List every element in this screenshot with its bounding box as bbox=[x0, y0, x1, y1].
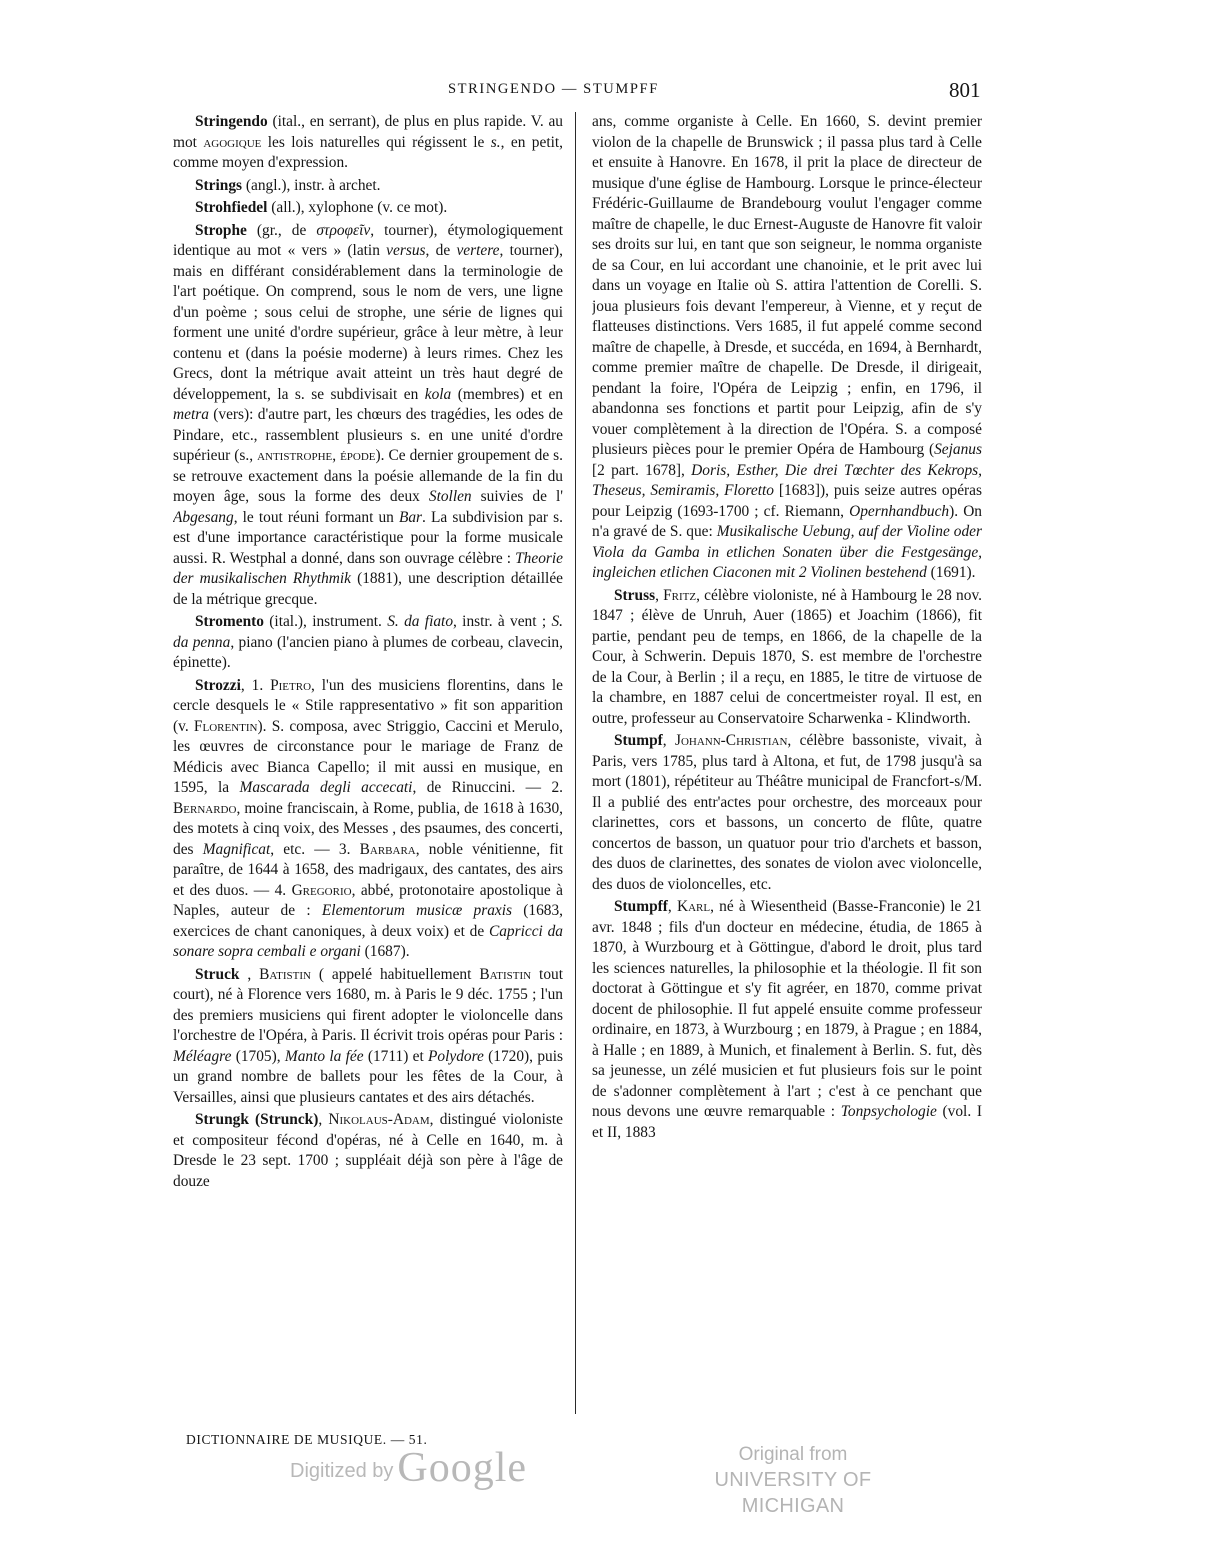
entry-strungk: Strungk (Strunck), Nikolaus-Adam, distingué violoniste et compositeur fécond d'opéras, né à Celle en 1640, m. à Dresde le 23 sept. 1700 ; suppléait déjà son père à l'âge de douze bbox=[173, 1111, 563, 1190]
digitized-by-watermark bbox=[290, 1444, 527, 1492]
page-header bbox=[0, 78, 1207, 102]
headword: Strohfiedel bbox=[195, 199, 268, 216]
page-number: 801 bbox=[949, 78, 981, 102]
entry-stringendo: Stringendo (ital., en serrant), de plus en plus rapide. V. au mot agogique les lois naturelles qui régissent le s., en petit, comme moyen d'expression. bbox=[173, 113, 563, 171]
entry-strozzi: Strozzi, 1. Pietro, l'un des musiciens florentins, dans le cercle desquels le « Stile rappresentativo » fit son apparition (v. Florentin). S. composa, avec Striggio, Caccini et Merulo, les œuvres de circonstance pour le mariage de Franz de Médicis avec Bianca Capello; il mit aussi en musique, en 1595, la Mascarada degli accecati, de Rinuccini. — 2. Bernardo, moine franciscain, à Rome, publia, de 1618 à 1630, des motets à cinq voix, des Messes , des psaumes, des concerti, des Magnificat, etc. — 3. Barbara, noble vénitienne, fit paraître, de 1644 à 1658, des madrigaux, des cantates, des airs et des duos. — 4. Gregorio, abbé, protonotaire apostolique à Naples, auteur de : Elementorum musicæ praxis (1683, exercices de chant canoniques, à deux voix) et de Capricci da sonare sopra cembali e organi (1687). bbox=[173, 676, 563, 960]
headword: Stromento bbox=[195, 613, 264, 630]
headword: Strozzi bbox=[195, 676, 241, 694]
original-from-label: Original from bbox=[738, 1444, 848, 1465]
entry-strophe: Strophe (gr., de στροφεῖν, tourner), étymologiquement identique au mot « vers » (latin versus, de vertere, tourner), mais en différant considérablement dans la terminologie de l'art poétique. On comprend, sous le nom de vers, une ligne d'un poème ; sous celui de strophe, une série de lignes qui forment une unité d'ordre supérieur, grâce à leur mètre, à leur contenu et (dans la poésie moderne) à leurs rimes. Chez les Grecs, dont la métrique avait atteint un très haut degré de développement, la s. se subdivisait en kola (membres) et en metra (vers): d'autre part, les chœurs des tragédies, les odes de Pindare, etc., rassemblent plusieurs s. en une unité d'ordre supérieur (s., antistrophe, épode). Ce dernier groupement de s. se retrouve exactement dans la poésie allemande de la fin du moyen âge, sous la forme des deux Stollen suivies de l' Abgesang, le tout réuni formant un Bar. La subdivision par s. est d'une importance caractéristique pour la forme musicale aussi. R. Westphal a donné, dans son ouvrage célèbre : Theorie der musikalischen Rhythmik (1881), une description détaillée de la métrique grecque. bbox=[173, 221, 563, 608]
entry-strings: Strings (angl.), instr. à archet. bbox=[195, 176, 381, 194]
signature-mark: DICTIONNAIRE DE MUSIQUE. — 51. bbox=[186, 1432, 428, 1447]
entry-strungk-continued: ans, comme organiste à Celle. En 1660, S. devint premier violon de la chapelle de Brunswick ; il passa plus tard à Celle et ensuite à Hanovre. En 1678, il prit la place de directeur de musique d'une église de Hambourg. Lorsque le prince-électeur Frédéric-Guillaume de Brandebourg voulut l'engager comme maître de chapelle, le duc Ernest-Auguste de Hanovre fit valoir ses droits sur lui, en tant que son seigneur, le nomma organiste de sa Cour, en lui accordant une chanoinie, et le prit avec lui dans un voyage en Italie où S. attira l'attention de Corelli. S. joua plusieurs fois devant l'empereur, à Vienne, et y reçut de flatteuses distinctions. Vers 1685, il fut appelé comme second maître de chapelle, à Dresde, et succéda, en 1694, à Bernhardt, comme premier maître de chapelle. De Dresde, il dirigeait, pendant la foire, l'Opéra de Leipzig ; enfin, en 1796, il abandonna ses fonctions et partit pour Leipzig, afin de s'y vouer complètement à la direction de l'Opéra. S. a composé plusieurs pièces pour le premier Opéra de Hambourg (Sejanus [2 part. 1678], Doris, Esther, Die drei Tœchter des Kekrops, Theseus, Semiramis, Floretto [1683]), puis seize autres opéras pour Leipzig (1693-1700 ; cf. Riemann, Opernhandbuch). On n'a gravé de S. que: Musikalische Uebung, auf der Violine oder Viola da Gamba in etlichen Sonaten über die Festgesänge, ingleichen etlichen Ciaconen mit 2 Violinen bestehend (1691). bbox=[592, 113, 982, 581]
headword: Struss bbox=[614, 586, 656, 604]
entry-stromento: Stromento (ital.), instrument. S. da fiato, instr. à vent ; S. da penna, piano (l'ancien piano à plumes de corbeau, clavecin, épinette). bbox=[173, 613, 563, 671]
institution-label: UNIVERSITY OF MICHIGAN bbox=[714, 1469, 872, 1517]
right-column bbox=[592, 112, 982, 1424]
headword: Strings bbox=[195, 176, 243, 194]
column-divider bbox=[575, 112, 576, 1414]
headword: Stumpf bbox=[614, 732, 663, 749]
headword: Stringendo bbox=[195, 113, 268, 130]
digitized-by-label: Digitized by bbox=[290, 1460, 394, 1482]
left-column bbox=[173, 112, 563, 1424]
headword: Struck bbox=[195, 965, 240, 983]
entry-stumpff: Stumpff, Karl, né à Wiesentheid (Basse-Franconie) le 21 avr. 1848 ; fils d'un docteur en médecine, étudia, de 1865 à 1870, à Wurzbourg et à Göttingue, d'abord le droit, plus tard les sciences naturelles, la philosophie et la théologie. Il fit son doctorat à Göttingue et s'y fit agréer, en 1870, comme privat docent de philosophie. Il fut appelé ensuite comme professeur ordinaire, en 1873, à Wurzbourg ; en 1879, à Prague ; en 1884, à Halle ; en 1889, à Munich, et finalement à Berlin. S. fut, dès sa jeunesse, un zélé musicien et fut plusieurs fois sur le point de s'adonner complètement à l'art ; c'est à ce penchant que nous devons une œuvre remarquable : Tonpsychologie (vol. I et II, 1883 bbox=[592, 898, 982, 1141]
entry-struck: Struck , Batistin ( appelé habituellement Batistin tout court), né à Florence vers 1680, m. à Paris le 9 déc. 1755 ; l'un des premiers musiciens qui firent adopter le violoncelle dans l'orchestre de l'Opéra, à Paris. Il écrivit trois opéras pour Paris : Méléagre (1705), Manto la fée (1711) et Polydore (1720), puis un grand nombre de ballets pour les fêtes de la Cour, à Versailles, ainsi que plusieurs cantates et des airs détachés. bbox=[173, 965, 563, 1106]
headword: Strophe bbox=[195, 221, 247, 239]
entry-struss: Struss, Fritz, célèbre violoniste, né à Hambourg le 28 nov. 1847 ; élève de Unruh, Auer (1865) et Joachim (1866), fit partie, pendant peu de temps, en 1866, de la chapelle de la Cour, à Schwerin. Depuis 1870, S. est membre de l'orchestre de la Cour, à Berlin ; il a reçu, en 1885, le titre de virtuose de la chambre, en 1887 celui de concertmeister royal. Il est, en outre, professeur au Conservatoire Scharwenka - Klindworth. bbox=[592, 586, 982, 727]
entry-strohfiedel: Strohfiedel (all.), xylophone (v. ce mot). bbox=[195, 199, 448, 216]
entry-stumpf: Stumpf, Johann-Christian, célèbre bassoniste, vivait, à Paris, vers 1785, plus tard à Altona, et fut, de 1798 jusqu'à sa mort (1801), répétiteur au Théâtre municipal de Francfort-s/M. Il a publié des entr'actes pour orchestre, des morceaux pour clarinettes, cors et bassons, un concerto de flûte, quatre concertos de basson, un quatuor pour trio d'archets et basson, des duos de clarinettes, des sonates de violon avec violoncelle, des duos de violoncelles, etc. bbox=[592, 732, 982, 893]
source-watermark bbox=[668, 1443, 918, 1519]
running-head: STRINGENDO — STUMPFF bbox=[448, 81, 659, 97]
headword: Stumpff bbox=[614, 898, 668, 915]
google-logo: Google bbox=[397, 1445, 528, 1491]
headword: Strungk (Strunck) bbox=[195, 1111, 319, 1128]
